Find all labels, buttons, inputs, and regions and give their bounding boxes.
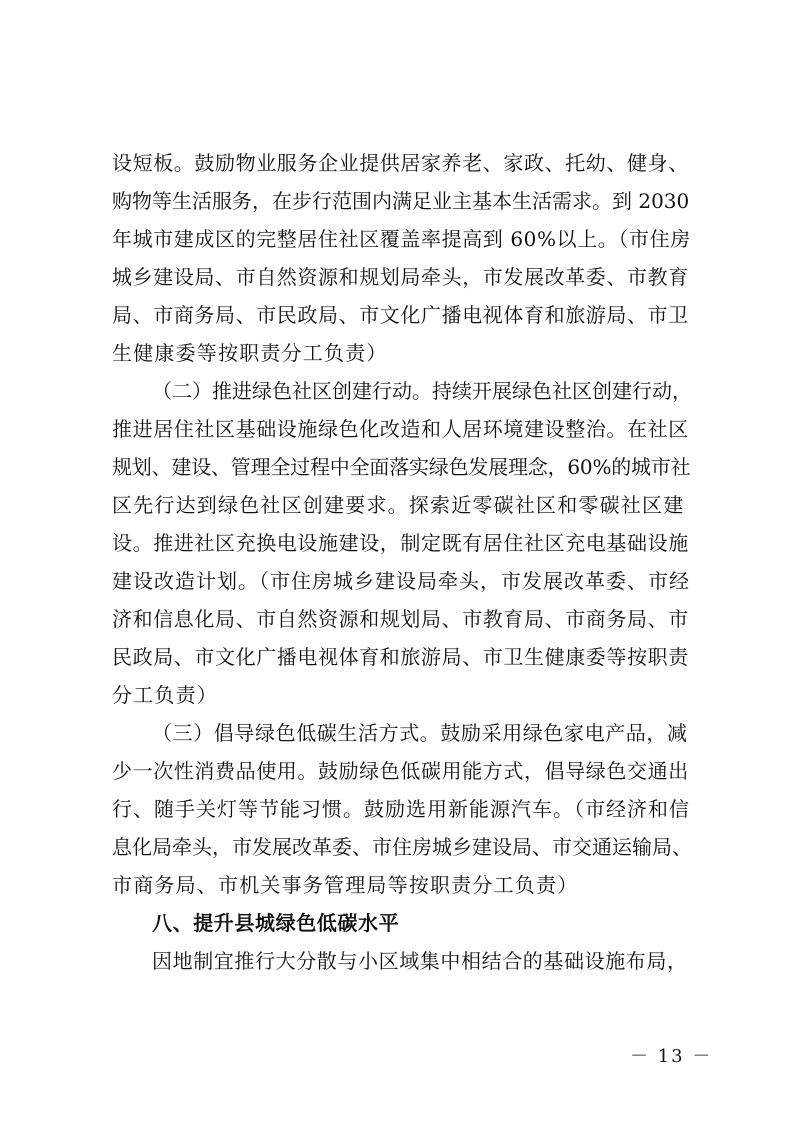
paragraph-line: 推进居住社区基础设施绿色化改造和人居环境建设整治。在社区 bbox=[112, 417, 689, 441]
paragraph-line: 济和信息化局、市自然资源和规划局、市教育局、市商务局、市 bbox=[112, 607, 689, 631]
section-2-first-line: （二）推进绿色社区创建行动。持续开展绿色社区创建行动， bbox=[152, 379, 692, 403]
section-heading: 八、提升县城绿色低碳水平 bbox=[152, 911, 400, 935]
paragraph-line: 规划、建设、管理全过程中全面落实绿色发展理念，60%的城市社 bbox=[112, 455, 691, 479]
paragraph-line: 年城市建成区的完整居住社区覆盖率提高到 60%以上。（市住房 bbox=[112, 227, 691, 251]
paragraph-line: 行、随手关灯等节能习惯。鼓励选用新能源汽车。（市经济和信 bbox=[112, 797, 690, 821]
paragraph-line: 设。推进社区充换电设施建设，制定既有居住社区充电基础设施 bbox=[112, 531, 689, 555]
paragraph-line: 分工负责） bbox=[112, 683, 218, 707]
paragraph-line: 因地制宜推行大分散与小区域集中相结合的基础设施布局， bbox=[152, 949, 688, 973]
paragraph-line: 建设改造计划。（市住房城乡建设局牵头，市发展改革委、市经 bbox=[112, 569, 690, 593]
page-number: － 13 － bbox=[630, 1046, 713, 1067]
paragraph-line: 民政局、市文化广播电视体育和旅游局、市卫生健康委等按职责 bbox=[112, 645, 689, 669]
section-3-first-line: （三）倡导绿色低碳生活方式。鼓励采用绿色家电产品，减 bbox=[152, 721, 688, 745]
paragraph-line: 购物等生活服务，在步行范围内满足业主基本生活需求。到 2030 bbox=[112, 189, 690, 213]
paragraph-line: 区先行达到绿色社区创建要求。探索近零碳社区和零碳社区建 bbox=[112, 493, 685, 517]
paragraph-line: 息化局牵头，市发展改革委、市住房城乡建设局、市交通运输局、 bbox=[112, 835, 692, 859]
paragraph-line: 设短板。鼓励物业服务企业提供居家养老、家政、托幼、健身、 bbox=[112, 151, 689, 175]
paragraph-line: 市商务局、市机关事务管理局等按职责分工负责） bbox=[112, 873, 579, 897]
paragraph-line: 生健康委等按职责分工负责） bbox=[112, 341, 388, 365]
paragraph-line: 城乡建设局、市自然资源和规划局牵头，市发展改革委、市教育 bbox=[112, 265, 689, 289]
paragraph-line: 局、市商务局、市民政局、市文化广播电视体育和旅游局、市卫 bbox=[112, 303, 689, 327]
paragraph-line: 少一次性消费品使用。鼓励绿色低碳用能方式，倡导绿色交通出 bbox=[112, 759, 689, 783]
